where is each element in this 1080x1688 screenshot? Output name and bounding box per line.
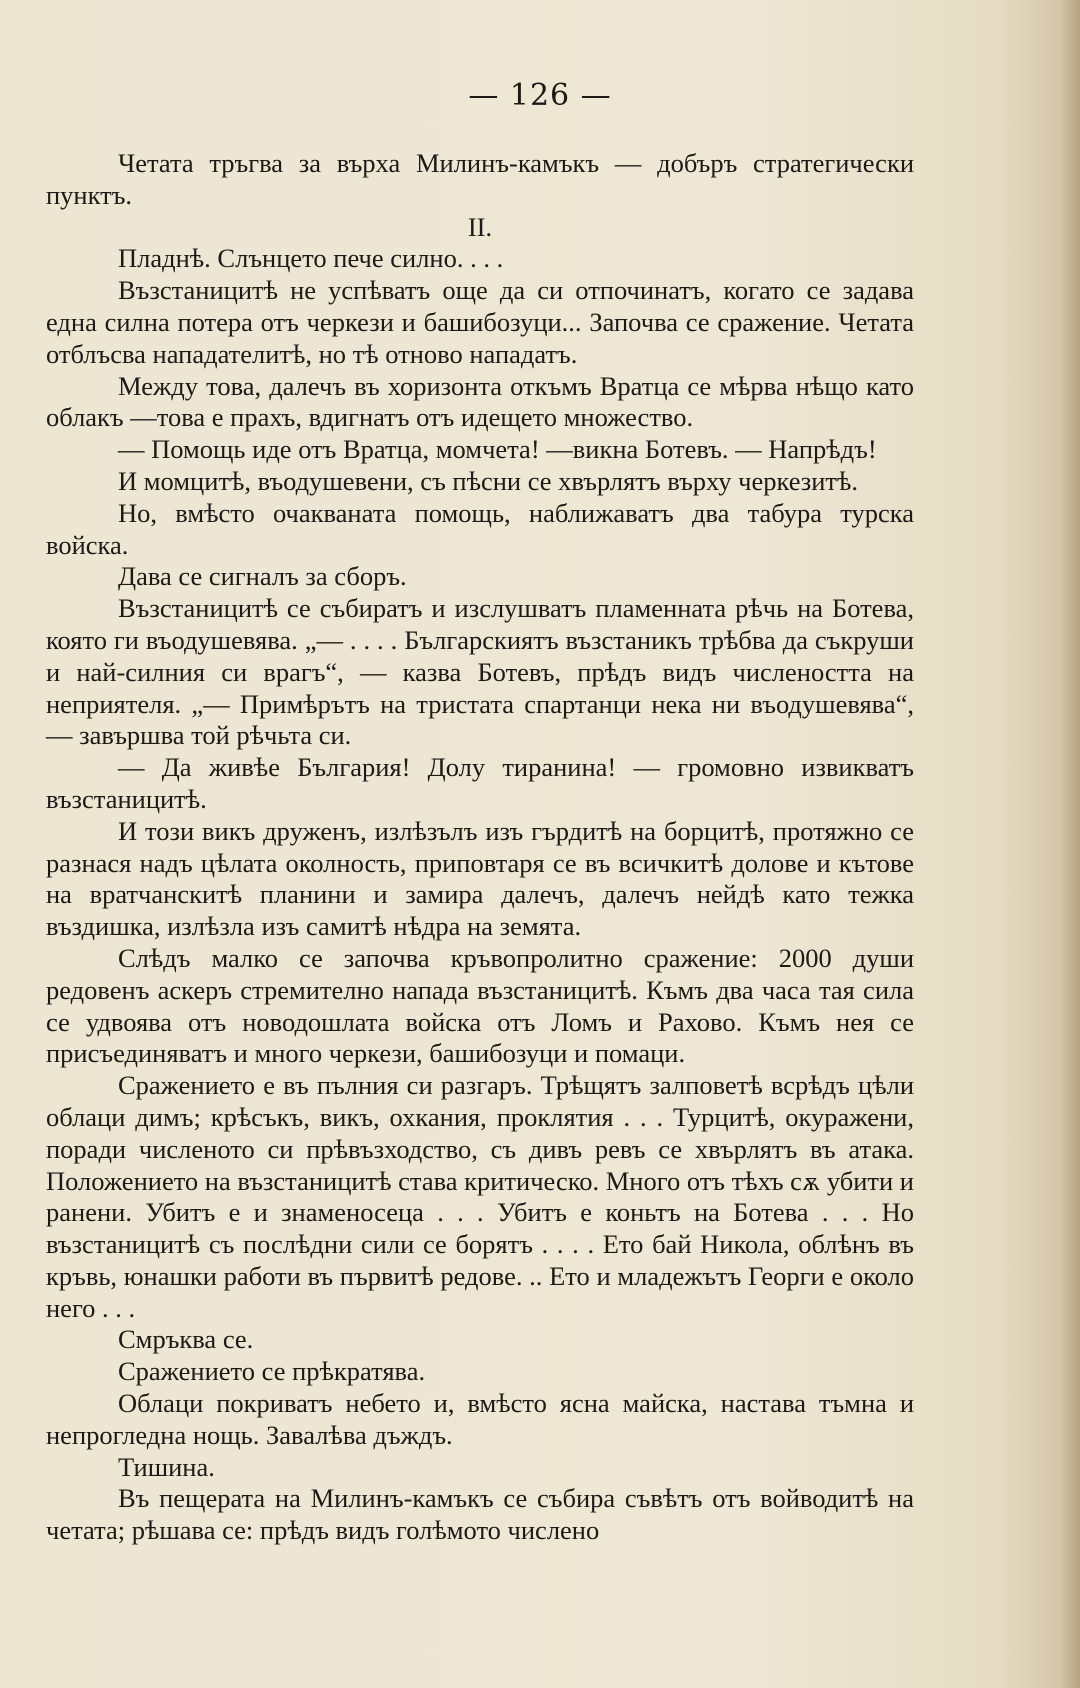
paragraph: Слѣдъ малко се започва кръвопролитно сражение: 2000 души редовенъ аскеръ стремително напада възстаницитѣ. Къмъ два часа тая сила се удвоява отъ новодошлата войска отъ Ломъ и Рахово. Къмъ нея се присъединяватъ и много черкези, башибозуци и помаци. [46,942,914,1069]
paragraph: Възстаницитѣ не успѣватъ още да си отпочинатъ, когато се задава една силна потера отъ черкези и башибозуци... Започва се сражение. Четата отблъсва нападателитѣ, но тѣ отново нападатъ. [46,275,914,369]
paragraph: — Помощь иде отъ Вратца, момчета! —викна Ботевъ. — Напрѣдъ! [118,434,877,465]
paragraph: Смръква се. [118,1324,254,1355]
paragraph: Тишина. [118,1451,215,1482]
paragraph: Възстаницитѣ се събиратъ и изслушватъ пламенната рѣчь на Ботева, която ги въодушевява. „— . . . . Българскиятъ възстаникъ трѣбва да съкруши и най-силния си врагъ“, — казва Ботевъ, прѣдъ видъ числеността на неприятеля. „— Примѣрътъ на тристата спартанци нека ни въодушевява“, — завършва той рѣчьта си. [46,593,914,751]
paragraph: Сражението се прѣкратява. [118,1356,426,1387]
paragraph: Дава се сигналъ за сборъ. [118,561,407,592]
paragraph: — Да живѣе България! Долу тиранина! — громовно извикватъ възстаницитѣ. [46,752,914,814]
paragraph: Между това, далечъ въ хоризонта откъмъ Вратца се мѣрва нѣщо като облакъ —това е прахъ, вдигнатъ отъ идещето множество. [46,370,914,433]
paragraph: Въ пещерата на Милинъ-камъкъ се събира съвѣтъ отъ войводитѣ на четата; рѣшава се: прѣдъ видъ голѣмото числено [46,1483,914,1546]
section-heading: II. [467,211,493,242]
paragraph: Но, вмѣсто очакваната помощь, наближаватъ два табура турска войска. [46,497,914,560]
paragraph: Облаци покриватъ небето и, вмѣсто ясна майска, настава тъмна и непрогледна нощь. Завалѣва дъждъ. [46,1388,914,1450]
paragraph: И момцитѣ, въодушевени, съ пѣсни се хвърлятъ върху черкезитѣ. [118,465,859,496]
paragraph: Пладнѣ. Слънцето пече силно. . . . [118,243,504,274]
page-number: — 126 — [468,78,612,113]
paragraph: И този викъ друженъ, излѣзълъ изъ гърдитѣ на борцитѣ, протяжно се разнася надъ цѣлата околность, приповтаря се въ всичкитѣ долове и кътове на вратчанскитѣ планини и замира далечъ, далечъ нейдѣ като тежка въздишка, излѣзла изъ самитѣ нѣдра на земята. [46,815,914,942]
paragraph: Сражението е въ пълния си разгаръ. Трѣщятъ залповетѣ всрѣдъ цѣли облаци димъ; крѣсъкъ, викъ, охкания, проклятия . . . Турцитѣ, окуражени, поради численото си прѣвъзходство, съ дивъ ревъ се хвърлятъ въ атака. Положението на възстаницитѣ става критическо. Много отъ тѣхъ сѫ убити и ранени. Убитъ е и знаменосеца . . . Убитъ е коньтъ на Ботева . . . Но възстаницитѣ съ послѣдни сили се борятъ . . . . Ето бай Никола, облѣнъ въ кръвь, юнашки работи въ първитѣ редове. .. Ето и младежътъ Георги е около него . . . [46,1070,914,1323]
page-edge-shadow [1062,0,1080,1688]
body-text [46,148,914,1547]
paragraph: Четата тръгва за върха Милинъ-камъкъ — добъръ стратегически пунктъ. [46,148,914,210]
